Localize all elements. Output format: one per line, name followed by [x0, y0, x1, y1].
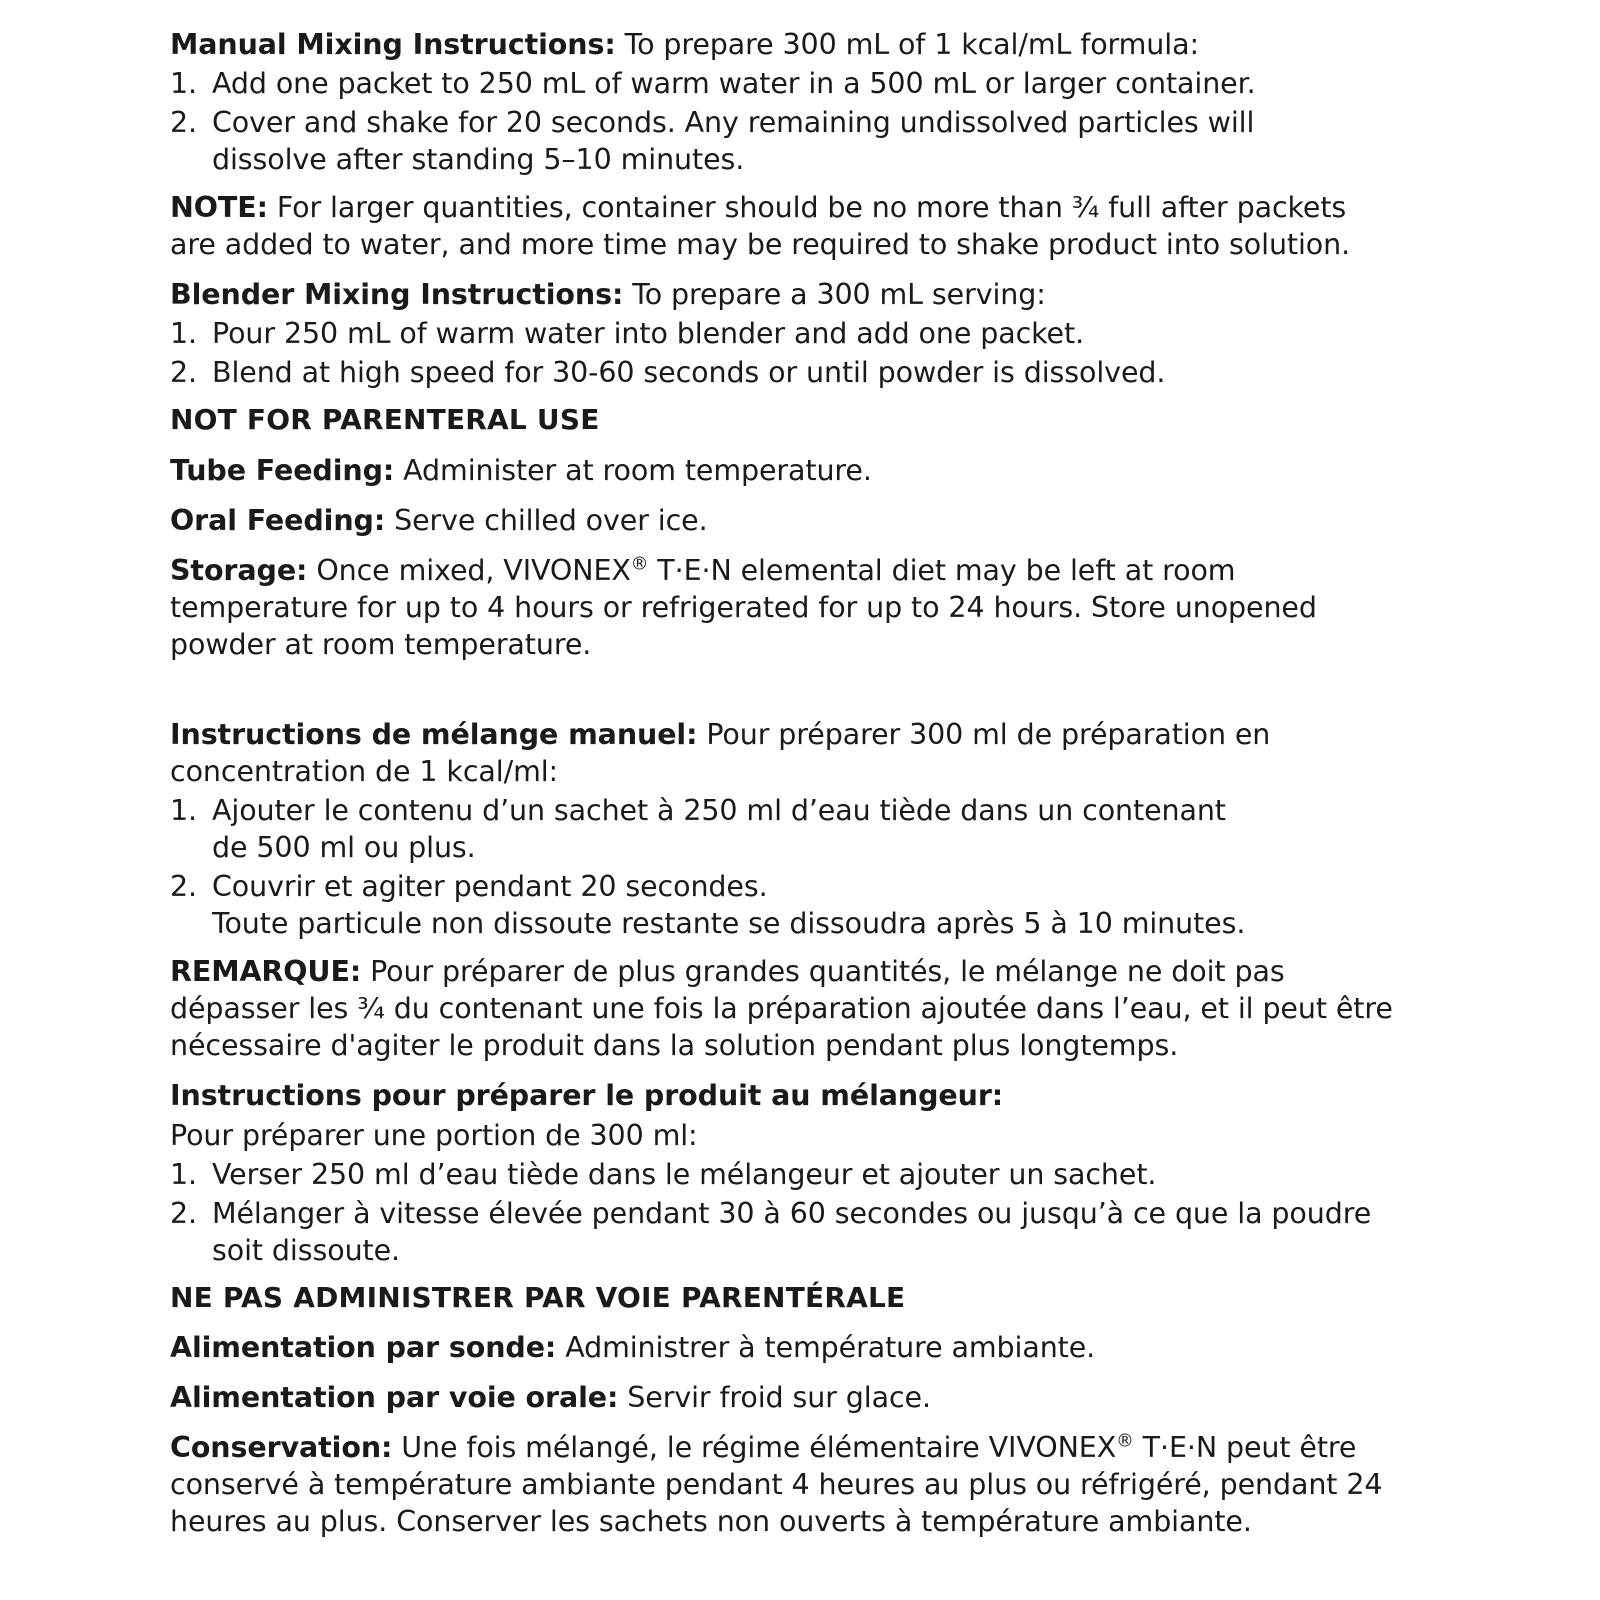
fr-tube-feeding-lead: Alimentation par sonde:	[170, 1331, 557, 1365]
note-lead: NOTE:	[170, 191, 268, 225]
fr-manual-mixing-heading	[170, 716, 1400, 790]
blender-mixing-step-1	[170, 315, 1400, 352]
step-text: Pour 250 mL of warm water into blender and add one packet.	[212, 317, 1085, 351]
not-for-parenteral-use-heading: NOT FOR PARENTERAL USE	[170, 403, 600, 437]
manual-mixing-step-1	[170, 65, 1400, 102]
fr-manual-mixing-lead: Instructions de mélange manuel:	[170, 718, 698, 752]
blender-mixing-step-2	[170, 354, 1400, 391]
blender-mixing-heading	[170, 276, 1400, 313]
step-number: 1.	[170, 1157, 197, 1191]
manual-mixing-intro: To prepare 300 mL of 1 kcal/mL formula:	[615, 28, 1199, 61]
step-number: 1.	[170, 67, 197, 101]
step-text: Ajouter le contenu d’un sachet à 250 ml d’eau tiède dans un contenant	[212, 794, 1226, 828]
tube-feeding-lead: Tube Feeding:	[170, 453, 395, 487]
french-note	[170, 953, 1400, 1064]
step-text-continued: dissolve after standing 5–10 minutes.	[212, 143, 745, 177]
fr-storage-text-part1: Une fois mélangé, le régime élémentaire VIVONEX	[392, 1431, 1117, 1465]
fr-blender-mixing-intro: Pour préparer une portion de 300 ml:	[170, 1118, 698, 1152]
registered-mark: ®	[1116, 1431, 1134, 1452]
tube-feeding-line	[170, 452, 1400, 489]
manual-mixing-heading	[170, 26, 1400, 63]
step-text: Mélanger à vitesse élevée pendant 30 à 60 secondes ou jusqu’à ce que la poudre	[212, 1196, 1372, 1230]
step-text: Add one packet to 250 mL of warm water in a 500 mL or larger container.	[212, 67, 1256, 101]
fr-note-lead: REMARQUE:	[170, 955, 362, 989]
french-section	[170, 716, 1400, 1540]
oral-feeding-line	[170, 502, 1400, 539]
oral-feeding-text: Serve chilled over ice.	[385, 503, 708, 537]
spacer	[170, 393, 1400, 402]
fr-oral-feeding-line	[170, 1379, 1400, 1416]
fr-blender-mixing-heading	[170, 1077, 1400, 1114]
fr-storage-paragraph	[170, 1429, 1400, 1540]
storage-text-part2: T·E·N elemental diet may be left at room temperature for up to 4 hours or refrigerated for up to 24 hours. Store unopened powder at room temperature.	[170, 553, 1317, 661]
step-number: 1.	[170, 794, 197, 828]
step-text-continued: de 500 ml ou plus.	[212, 831, 476, 865]
fr-manual-mixing-step-2	[170, 868, 1400, 942]
fr-oral-feeding-text: Servir froid sur glace.	[618, 1381, 931, 1415]
step-text: Couvrir et agiter pendant 20 secondes.	[212, 870, 768, 904]
note-text: For larger quantities, container should be no more than ¾ full after packets are added to water, and more time may be required to shake product into solution.	[170, 191, 1351, 262]
fr-tube-feeding-text: Administrer à température ambiante.	[556, 1331, 1096, 1365]
oral-feeding-lead: Oral Feeding:	[170, 503, 386, 537]
fr-storage-text-part2: T·E·N peut être conservé à température ambiante pendant 4 heures au plus ou réfrigéré, pendant 24 heures au plus. Conserver les sachets non ouverts à température ambiante.	[170, 1431, 1383, 1539]
fr-manual-mixing-step-1	[170, 792, 1400, 866]
storage-text-part1: Once mixed, VIVONEX	[307, 553, 631, 587]
step-text-continued: soit dissoute.	[212, 1233, 401, 1267]
english-section	[170, 26, 1400, 663]
fr-oral-feeding-lead: Alimentation par voie orale:	[170, 1381, 619, 1415]
spacer	[170, 944, 1400, 953]
manual-mixing-step-2	[170, 104, 1400, 178]
registered-mark: ®	[630, 554, 649, 575]
tube-feeding-text: Administer at room temperature.	[394, 453, 872, 487]
step-text-continued: Toute particule non dissoute restante se dissoudra après 5 à 10 minutes.	[212, 907, 1246, 941]
english-note	[170, 189, 1400, 263]
step-number: 1.	[170, 317, 197, 351]
step-text: Verser 250 ml d’eau tiède dans le mélangeur et ajouter un sachet.	[212, 1157, 1157, 1191]
step-number: 2.	[170, 1196, 197, 1230]
language-divider-spacer	[170, 676, 1400, 716]
fr-blender-mixing-step-2	[170, 1195, 1400, 1269]
step-number: 2.	[170, 106, 197, 140]
spacer	[170, 180, 1400, 189]
step-number: 2.	[170, 356, 197, 390]
blender-mixing-intro: To prepare a 300 mL serving:	[623, 278, 1046, 312]
fr-blender-mixing-step-1	[170, 1156, 1400, 1193]
fr-blender-mixing-lead: Instructions pour préparer le produit au mélangeur:	[170, 1079, 1004, 1113]
storage-lead: Storage:	[170, 553, 308, 587]
step-text: Blend at high speed for 30-60 seconds or until powder is dissolved.	[212, 356, 1166, 390]
fr-note-text: Pour préparer de plus grandes quantités, le mélange ne doit pas dépasser les ¾ du contenant une fois la préparation ajoutée dans l’eau, et il peut être nécessaire d'agiter le produit dans la solution pendant plus longtemps.	[170, 955, 1393, 1063]
fr-tube-feeding-line	[170, 1329, 1400, 1366]
fr-storage-lead: Conservation:	[170, 1431, 393, 1465]
spacer	[170, 1271, 1400, 1280]
manual-mixing-lead: Manual Mixing Instructions:	[170, 28, 616, 61]
fr-not-for-parenteral-use-heading: NE PAS ADMINISTRER PAR VOIE PARENTÉRALE	[170, 1280, 906, 1314]
blender-mixing-lead: Blender Mixing Instructions:	[170, 278, 624, 312]
fr-manual-mixing-intro: Pour préparer 300 ml de préparation en concentration de 1 kcal/ml:	[170, 718, 1271, 789]
storage-paragraph	[170, 552, 1400, 663]
step-number: 2.	[170, 870, 197, 904]
step-text: Cover and shake for 20 seconds. Any remaining undissolved particles will	[212, 106, 1255, 140]
